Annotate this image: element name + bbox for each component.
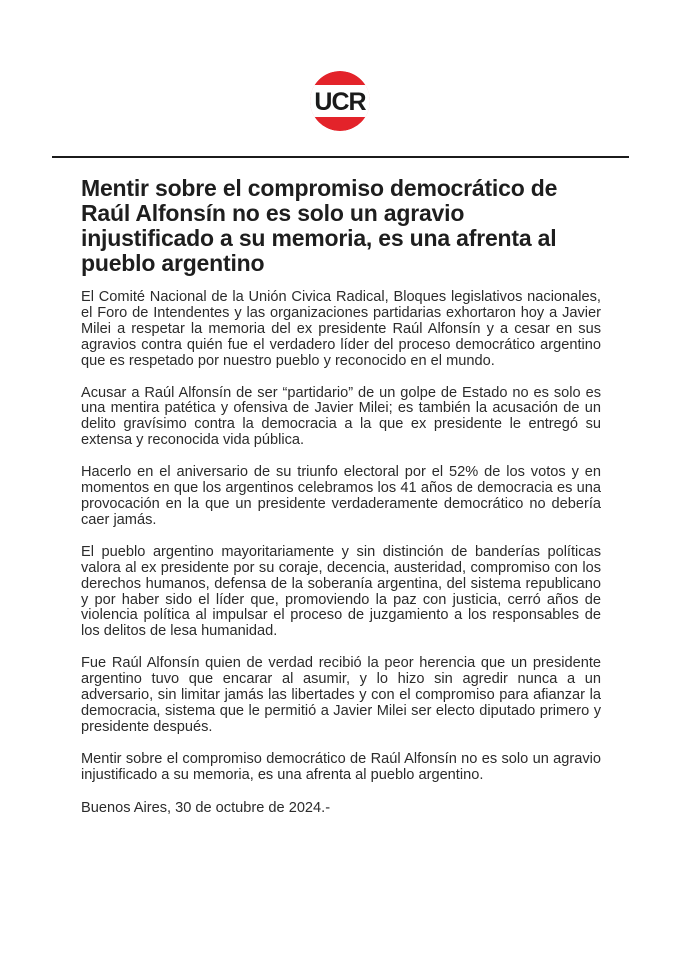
paragraph: Hacerlo en el aniversario de su triunfo electoral por el 52% de los votos y en momentos en que los argentinos celebramos los 41 años de democracia es una provocación en la que un presidente verdaderamente democrático no debería caer jamás. — [81, 464, 601, 528]
document-title: Mentir sobre el compromiso democrático de Raúl Alfonsín no es solo un agravio injustificado a su memoria, es una afrenta al pueblo argentino — [81, 175, 558, 276]
closing-line: Buenos Aires, 30 de octubre de 2024.- — [81, 799, 331, 816]
paragraph: Acusar a Raúl Alfonsín de ser “partidario” de un golpe de Estado no es solo es una mentira patética y ofensiva de Javier Milei; es también la acusación de un delito gravísimo contra la democracia a la que ex presidente le entregó su extensa y reconocida vida pública. — [81, 384, 601, 449]
header-divider — [52, 156, 629, 158]
paragraph: El Comité Nacional de la Unión Civica Radical, Bloques legislativos nacionales, el Foro de Intendentes y las organizaciones partidarias exhortaron hoy a Javier Milei a respetar la memoria del ex presidente Raúl Alfonsín y a cesar en sus agravios contra quién fue el verdadero líder del proceso democrático argentino que es respetado por nuestro pueblo y reconocido en el mundo. — [81, 289, 601, 369]
logo-text: UCR — [314, 88, 366, 116]
paragraph: El pueblo argentino mayoritariamente y sin distinción de banderías políticas valora al ex presidente por su coraje, decencia, austeridad, compromiso con los derechos humanos, defensa de la soberanía argentina, del sistema republicano y por haber sido el líder que, promoviendo la paz con justicia, cerró años de violencia política al impulsar el proceso de juzgamiento a los responsables de los delitos de lesa humanidad. — [81, 543, 601, 640]
document-body — [81, 290, 601, 816]
paragraph: Fue Raúl Alfonsín quien de verdad recibió la peor herencia que un presidente argentino tuvo que encarar al asumir, y lo hizo sin agredir nunca a un adversario, sin limitar jamás las libertades y con el compromiso para afianzar la democracia, sistema que le permitió a Javier Milei ser electo diputado primero y presidente después. — [81, 655, 601, 735]
ucr-logo — [309, 66, 371, 136]
paragraph: Mentir sobre el compromiso democrático de Raúl Alfonsín no es solo un agravio injustificado a su memoria, es una afrenta al pueblo argentino. — [81, 750, 601, 783]
